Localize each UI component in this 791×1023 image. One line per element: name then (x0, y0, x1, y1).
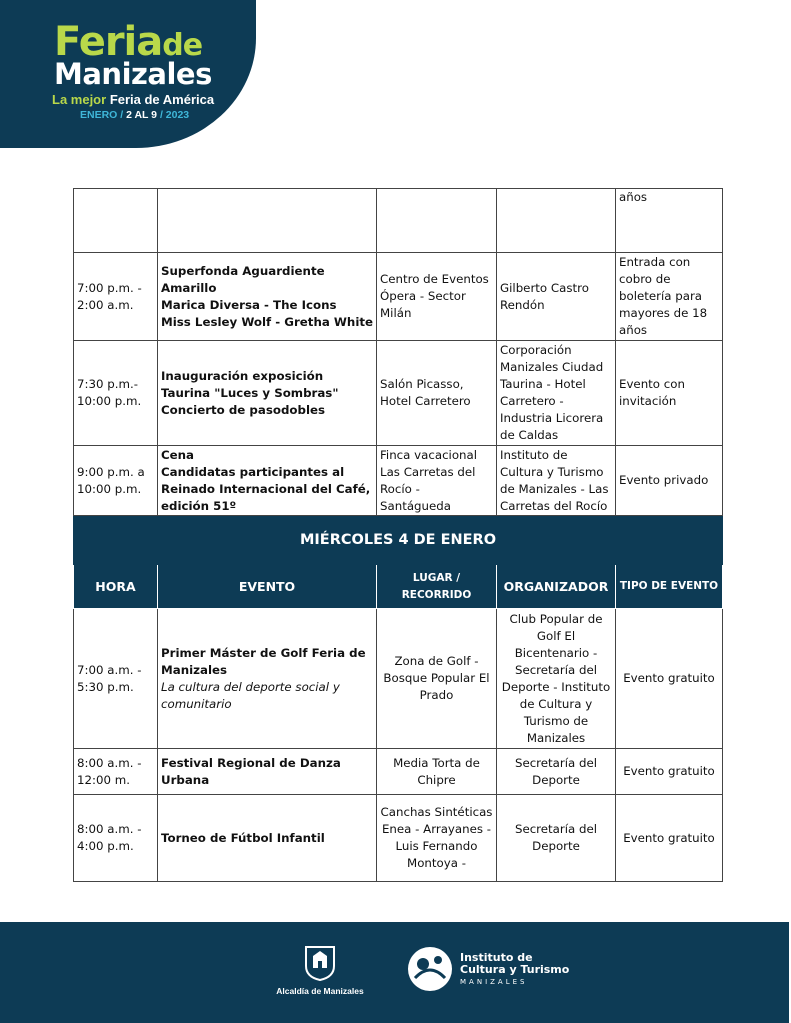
hora-cell: 8:00 a.m. - 12:00 m. (74, 749, 158, 795)
hora-cell: 7:00 a.m. - 5:30 p.m. (74, 609, 158, 749)
table-row (74, 749, 723, 795)
tipo-cell: años (616, 189, 723, 253)
organizador-cell: Secretaría del Deporte (497, 795, 616, 882)
instituto-line2: Cultura y Turismo (460, 963, 570, 976)
hora-cell: 7:30 p.m.- 10:00 p.m. (74, 341, 158, 446)
tipo-cell: Entrada con cobro de boletería para mayores de 18 años (616, 253, 723, 341)
lugar-cell: Media Torta de Chipre (377, 749, 497, 795)
evento-cell (158, 341, 377, 446)
organizador-cell: Secretaría del Deporte (497, 749, 616, 795)
evento-cell: Festival Regional de Danza Urbana (158, 749, 377, 795)
organizador-cell: Instituto de Cultura y Turismo de Manizales - Las Carretas del Rocío (497, 446, 616, 516)
schedule-table (73, 188, 723, 882)
hora-cell: 7:00 p.m. - 2:00 a.m. (74, 253, 158, 341)
day-title-row (74, 516, 723, 565)
lugar-cell: Salón Picasso, Hotel Carretero (377, 341, 497, 446)
col-lugar: LUGAR / RECORRIDO (377, 565, 497, 609)
evento-line: Marica Diversa - The Icons (161, 297, 337, 312)
lugar-cell: Canchas Sintéticas Enea - Arrayanes - Luis Fernando Montoya - (377, 795, 497, 882)
hora-cell: 8:00 a.m. - 4:00 p.m. (74, 795, 158, 882)
organizador-cell (497, 189, 616, 253)
col-hora: HORA (74, 565, 158, 609)
alcaldia-logo (270, 938, 370, 996)
alcaldia-label: Alcaldía de Manizales (276, 986, 364, 996)
evento-line: Miss Lesley Wolf - Gretha White (161, 314, 373, 329)
evento-cell (158, 189, 377, 253)
organizador-cell: Corporación Manizales Ciudad Taurina - Hotel Carretero - Industria Licorera de Caldas (497, 341, 616, 446)
organizador-cell: Gilberto Castro Rendón (497, 253, 616, 341)
evento-cell: Torneo de Fútbol Infantil (158, 795, 377, 882)
footer (0, 922, 789, 1023)
header-badge (0, 0, 256, 148)
table-row (74, 609, 723, 749)
instituto-logo-text (460, 952, 569, 988)
evento-subtitle: La cultura del deporte social y comunitario (161, 679, 340, 711)
logo-dates: ENERO / 2 AL 9 / 2023 (80, 109, 190, 121)
instituto-line1: Instituto de (460, 951, 533, 964)
evento-line: Superfonda Aguardiente Amarillo (161, 263, 325, 295)
hora-cell (74, 189, 158, 253)
lugar-cell (377, 189, 497, 253)
tipo-cell: Evento gratuito (616, 609, 723, 749)
lugar-cell: Finca vacacional Las Carretas del Rocío - Santágueda (377, 446, 497, 516)
column-header-row (74, 565, 723, 609)
lugar-cell: Zona de Golf - Bosque Popular El Prado (377, 609, 497, 749)
col-organizador: ORGANIZADOR (497, 565, 616, 609)
logo-tagline: La mejor Feria de América (52, 92, 215, 107)
organizador-cell: Club Popular de Golf El Bicentenario - Secretaría del Deporte - Instituto de Cultura y Turismo de Manizales (497, 609, 616, 749)
evento-title: Primer Máster de Golf Feria de Manizales (161, 645, 366, 677)
logo-manizales: Manizales (54, 57, 212, 91)
day-title: MIÉRCOLES 4 DE ENERO (74, 516, 723, 565)
evento-line: Candidatas participantes al Reinado Internacional del Café, edición 51º (161, 464, 371, 513)
table-row (74, 795, 723, 882)
lugar-cell: Centro de Eventos Ópera - Sector Milán (377, 253, 497, 341)
logo-feria: Feriade (54, 19, 203, 65)
tipo-cell: Evento gratuito (616, 749, 723, 795)
table-row (74, 446, 723, 516)
evento-line: Inauguración exposición Taurina "Luces y Sombras" (161, 368, 339, 400)
shield-icon (303, 944, 337, 982)
evento-cell (158, 253, 377, 341)
table-row (74, 189, 723, 253)
evento-cell (158, 446, 377, 516)
table-row (74, 341, 723, 446)
evento-cell (158, 609, 377, 749)
tipo-cell: Evento con invitación (616, 341, 723, 446)
col-evento: EVENTO (158, 565, 377, 609)
evento-line: Cena (161, 447, 195, 462)
instituto-sub: MANIZALES (460, 978, 528, 986)
col-tipo: TIPO DE EVENTO (616, 565, 723, 609)
tipo-cell: Evento privado (616, 446, 723, 516)
table-row (74, 253, 723, 341)
tipo-cell: Evento gratuito (616, 795, 723, 882)
evento-line: Concierto de pasodobles (161, 402, 326, 417)
instituto-emblem-icon (405, 944, 455, 994)
hora-cell: 9:00 p.m. a 10:00 p.m. (74, 446, 158, 516)
